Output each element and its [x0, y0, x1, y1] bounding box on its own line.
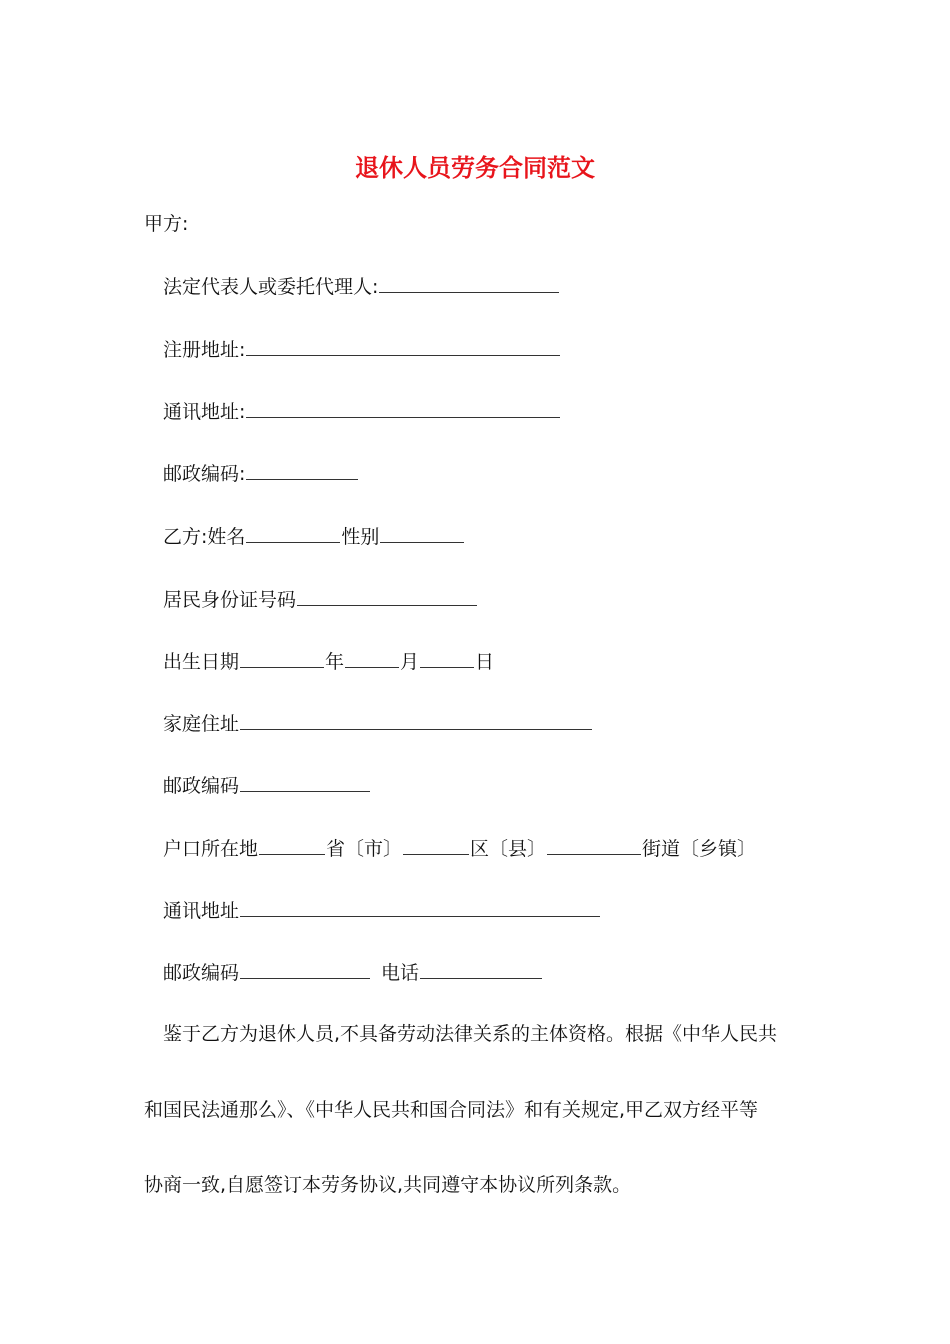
- postcode-a-blank[interactable]: [246, 460, 358, 480]
- hukou-row: [163, 835, 756, 862]
- postcode-phone-row: [163, 959, 543, 986]
- id-number-row: [163, 586, 478, 613]
- legal-rep-label: 法定代表人或委托代理人:: [163, 276, 379, 298]
- document-title: 退休人员劳务合同范文: [355, 153, 595, 182]
- party-b-row: [163, 523, 465, 550]
- home-address-label: 家庭住址: [163, 713, 240, 735]
- postcode-b1-blank[interactable]: [240, 772, 370, 792]
- home-address-row: [163, 710, 593, 737]
- legal-rep-blank[interactable]: [379, 273, 559, 293]
- name-label: 姓名: [207, 526, 246, 548]
- home-address-blank[interactable]: [240, 710, 592, 730]
- month-label: 月: [400, 651, 420, 673]
- hukou-label: 户口所在地: [163, 838, 259, 860]
- postcode-b2-label: 邮政编码: [163, 962, 240, 984]
- postcode-a-row: [163, 460, 359, 487]
- district-blank[interactable]: [403, 835, 469, 855]
- district-label: 区〔县〕: [470, 838, 547, 860]
- mail-address-b-label: 通讯地址: [163, 900, 240, 922]
- id-number-label: 居民身份证号码: [163, 589, 297, 611]
- reg-address-label: 注册地址:: [163, 339, 246, 361]
- legal-rep-row: [163, 273, 560, 300]
- party-b-label: 乙方:: [163, 526, 208, 548]
- reg-address-row: [163, 336, 561, 363]
- mail-address-a-label: 通讯地址:: [163, 401, 246, 423]
- id-number-blank[interactable]: [297, 586, 477, 606]
- birth-year-blank[interactable]: [240, 648, 324, 668]
- gender-blank[interactable]: [380, 523, 464, 543]
- postcode-b1-row: [163, 772, 371, 799]
- reg-address-blank[interactable]: [246, 336, 560, 356]
- body-line-3: 协商一致,自愿签订本劳务协议,共同遵守本协议所列条款。: [144, 1174, 632, 1196]
- birth-day-blank[interactable]: [420, 648, 474, 668]
- birth-month-blank[interactable]: [345, 648, 399, 668]
- body-line-1: 鉴于乙方为退休人员,不具备劳动法律关系的主体资格。根据《中华人民共: [163, 1023, 778, 1045]
- phone-label: 电话: [381, 962, 420, 984]
- mail-address-b-row: [163, 897, 601, 924]
- street-label: 街道〔乡镇〕: [642, 838, 757, 860]
- phone-blank[interactable]: [420, 959, 542, 979]
- party-a-label: 甲方:: [144, 213, 189, 235]
- day-label: 日: [475, 651, 495, 673]
- street-blank[interactable]: [547, 835, 641, 855]
- mail-address-b-blank[interactable]: [240, 897, 600, 917]
- postcode-b2-blank[interactable]: [240, 959, 370, 979]
- body-line-2: 和国民法通那么》、《中华人民共和国合同法》和有关规定,甲乙双方经平等: [144, 1099, 759, 1121]
- year-label: 年: [325, 651, 345, 673]
- birth-date-label: 出生日期: [163, 651, 240, 673]
- birth-date-row: [163, 648, 494, 675]
- postcode-b1-label: 邮政编码: [163, 775, 240, 797]
- name-blank[interactable]: [246, 523, 340, 543]
- province-blank[interactable]: [259, 835, 325, 855]
- province-label: 省〔市〕: [326, 838, 403, 860]
- postcode-a-label: 邮政编码:: [163, 463, 246, 485]
- mail-address-a-blank[interactable]: [246, 398, 560, 418]
- gender-label: 性别: [341, 526, 380, 548]
- mail-address-a-row: [163, 398, 561, 425]
